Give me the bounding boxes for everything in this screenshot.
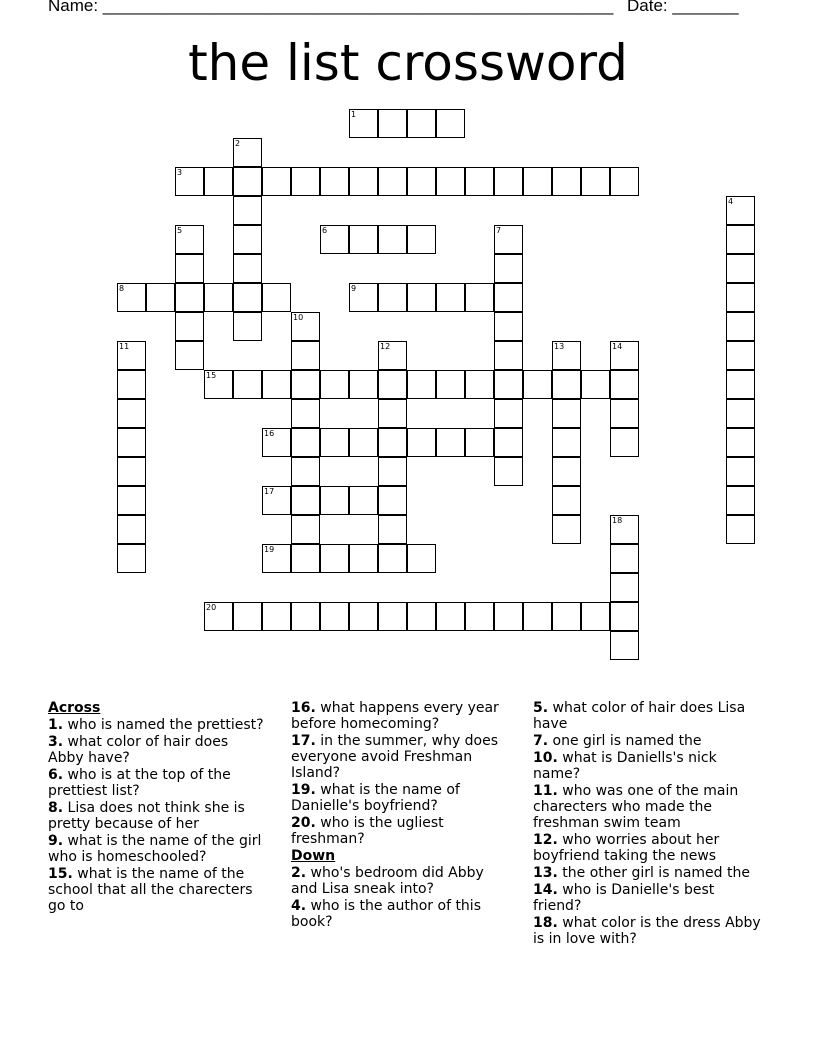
crossword-cell[interactable] [320,225,349,254]
crossword-cell[interactable] [291,602,320,631]
crossword-cell[interactable] [523,602,552,631]
clue-text: who is named the prettiest? [67,717,264,733]
crossword-cell[interactable] [117,399,146,428]
clue-number: 16 [264,429,275,438]
crossword-cell[interactable] [233,225,262,254]
clue-num: 3. [48,734,64,750]
crossword-cell[interactable] [117,515,146,544]
crossword-cell[interactable] [610,341,639,370]
crossword-cell[interactable] [494,399,523,428]
crossword-cell[interactable] [378,283,407,312]
crossword-cell[interactable] [726,283,755,312]
crossword-cell[interactable] [117,370,146,399]
clue-num: 10. [533,750,558,766]
crossword-cell[interactable] [117,457,146,486]
crossword-cell[interactable] [349,486,378,515]
clue-num: 1. [48,717,64,733]
crossword-cell[interactable] [175,283,204,312]
date-field-label: Date: _______ [627,0,739,15]
clue-text: who was one of the main charecters who made the freshman swim team [533,783,739,831]
crossword-cell[interactable] [262,370,291,399]
crossword-cell[interactable] [407,602,436,631]
crossword-cell[interactable] [494,254,523,283]
clue-number: 1 [351,110,357,119]
clue-number: 8 [119,284,125,293]
across-clue [48,734,268,766]
crossword-cell[interactable] [726,312,755,341]
crossword-cell[interactable] [494,428,523,457]
crossword-cell[interactable] [204,370,233,399]
crossword-cell[interactable] [494,341,523,370]
crossword-cell[interactable] [436,109,465,138]
clue-num: 6. [48,767,64,783]
crossword-cell[interactable] [726,341,755,370]
crossword-cell[interactable] [552,457,581,486]
crossword-cell[interactable] [378,515,407,544]
crossword-cell[interactable] [291,457,320,486]
across-clue [291,782,511,814]
across-clue [291,733,511,781]
crossword-cell[interactable] [494,602,523,631]
clue-number: 6 [322,226,328,235]
crossword-cell[interactable] [494,167,523,196]
crossword-cell[interactable] [552,515,581,544]
down-clue [533,750,763,782]
crossword-cell[interactable] [349,283,378,312]
crossword-cell[interactable] [436,283,465,312]
clue-text: who's bedroom did Abby and Lisa sneak into? [291,865,484,897]
crossword-cell[interactable] [407,544,436,573]
crossword-cell[interactable] [175,225,204,254]
clue-text: who is the author of this book? [291,898,481,930]
clue-number: 17 [264,487,275,496]
crossword-cell[interactable] [291,312,320,341]
crossword-cell[interactable] [494,225,523,254]
crossword-cell[interactable] [378,544,407,573]
clue-text: what color is the dress Abby is in love with? [533,915,761,947]
across-clue [291,700,511,732]
clue-column-1 [48,700,268,915]
clue-num: 5. [533,700,549,716]
crossword-cell[interactable] [233,312,262,341]
clue-number: 11 [119,342,130,351]
crossword-cell[interactable] [291,486,320,515]
across-clue [48,767,268,799]
crossword-cell[interactable] [581,167,610,196]
crossword-cell[interactable] [552,370,581,399]
crossword-cell[interactable] [262,428,291,457]
name-field-label: Name: ______________________________________________________ [48,0,614,15]
crossword-cell[interactable] [378,428,407,457]
clue-text: what color of hair does Abby have? [48,734,229,766]
clue-text: what color of hair does Lisa have [533,700,746,732]
clue-number: 18 [612,516,623,525]
crossword-cell[interactable] [494,283,523,312]
crossword-cell[interactable] [552,341,581,370]
crossword-cell[interactable] [117,341,146,370]
clue-column-2 [291,700,511,931]
crossword-cell[interactable] [610,515,639,544]
crossword-cell[interactable] [320,544,349,573]
crossword-cell[interactable] [378,486,407,515]
clue-text: who is Danielle's best friend? [533,882,715,914]
crossword-cell[interactable] [436,167,465,196]
crossword-cell[interactable] [291,428,320,457]
clue-text: the other girl is named the [562,865,750,881]
across-clue [48,800,268,832]
crossword-cell[interactable] [262,167,291,196]
crossword-cell[interactable] [552,428,581,457]
clue-text: in the summer, why does everyone avoid Freshman Island? [291,733,499,781]
clue-number: 10 [293,313,304,322]
crossword-cell[interactable] [349,602,378,631]
crossword-cell[interactable] [175,254,204,283]
crossword-cell[interactable] [117,283,146,312]
down-clue [533,733,763,749]
crossword-cell[interactable] [523,167,552,196]
crossword-cell[interactable] [465,370,494,399]
down-clue [533,882,763,914]
down-clue [291,865,511,897]
crossword-cell[interactable] [233,283,262,312]
crossword-cell[interactable] [726,486,755,515]
crossword-cell[interactable] [610,428,639,457]
crossword-cell[interactable] [117,428,146,457]
clue-text: who is the ugliest freshman? [291,815,444,847]
down-clue [533,832,763,864]
clue-number: 4 [728,197,734,206]
clue-number: 7 [496,226,502,235]
crossword-cell[interactable] [610,544,639,573]
crossword-cell[interactable] [552,399,581,428]
down-heading: Down [291,848,336,864]
crossword-cell[interactable] [494,370,523,399]
crossword-cell[interactable] [233,370,262,399]
crossword-cell[interactable] [291,544,320,573]
crossword-cell[interactable] [233,167,262,196]
clue-num: 17. [291,733,316,749]
crossword-cell[interactable] [552,486,581,515]
crossword-cell[interactable] [320,428,349,457]
crossword-cell[interactable] [233,254,262,283]
crossword-cell[interactable] [349,109,378,138]
crossword-cell[interactable] [494,312,523,341]
clue-num: 9. [48,833,64,849]
crossword-cell[interactable] [378,341,407,370]
clue-num: 13. [533,865,558,881]
clue-number: 15 [206,371,217,380]
clue-num: 18. [533,915,558,931]
crossword-cell[interactable] [291,515,320,544]
crossword-cell[interactable] [610,573,639,602]
clue-num: 2. [291,865,307,881]
crossword-cell[interactable] [465,602,494,631]
clue-num: 4. [291,898,307,914]
clue-num: 7. [533,733,549,749]
clue-text: who worries about her boyfriend taking the news [533,832,720,864]
clue-number: 20 [206,603,217,612]
clue-text: Lisa does not think she is pretty because of her [48,800,245,832]
clue-num: 19. [291,782,316,798]
clue-text: what happens every year before homecoming? [291,700,499,732]
clue-number: 12 [380,342,391,351]
clue-text: what is Daniells's nick name? [533,750,717,782]
crossword-cell[interactable] [320,167,349,196]
clue-num: 15. [48,866,73,882]
clue-num: 11. [533,783,558,799]
crossword-cell[interactable] [436,428,465,457]
clue-num: 8. [48,800,64,816]
across-clue [48,866,268,914]
clue-text: what is the name of Danielle's boyfriend? [291,782,460,814]
crossword-cell[interactable] [262,544,291,573]
crossword-cell[interactable] [726,515,755,544]
crossword-cell[interactable] [204,167,233,196]
crossword-cell[interactable] [726,370,755,399]
crossword-cell[interactable] [262,486,291,515]
crossword-cell[interactable] [378,167,407,196]
crossword-cell[interactable] [726,457,755,486]
crossword-cell[interactable] [146,283,175,312]
crossword-cell[interactable] [291,167,320,196]
crossword-cell[interactable] [610,370,639,399]
crossword-cell[interactable] [233,196,262,225]
crossword-cell[interactable] [117,486,146,515]
crossword-cell[interactable] [552,602,581,631]
clue-num: 20. [291,815,316,831]
crossword-cell[interactable] [407,428,436,457]
clue-num: 14. [533,882,558,898]
crossword-cell[interactable] [407,109,436,138]
crossword-cell[interactable] [523,370,552,399]
page-title: the list crossword [188,34,628,92]
crossword-cell[interactable] [610,602,639,631]
crossword-cell[interactable] [349,225,378,254]
clue-number: 3 [177,168,183,177]
crossword-cell[interactable] [610,167,639,196]
crossword-cell[interactable] [494,457,523,486]
crossword-cell[interactable] [175,312,204,341]
clue-text: what is the name of the girl who is homeschooled? [48,833,262,865]
crossword-cell[interactable] [726,225,755,254]
crossword-cell[interactable] [117,544,146,573]
clue-number: 2 [235,139,241,148]
crossword-cell[interactable] [349,428,378,457]
crossword-cell[interactable] [407,283,436,312]
crossword-cell[interactable] [349,167,378,196]
crossword-cell[interactable] [726,196,755,225]
crossword-cell[interactable] [349,544,378,573]
clue-number: 5 [177,226,183,235]
clue-number: 9 [351,284,357,293]
crossword-cell[interactable] [291,341,320,370]
crossword-cell[interactable] [262,602,291,631]
crossword-cell[interactable] [320,486,349,515]
down-clue [291,898,511,930]
crossword-cell[interactable] [726,399,755,428]
clue-column-3 [533,700,763,948]
down-clue [533,915,763,947]
across-clue [48,717,268,733]
crossword-cell[interactable] [407,370,436,399]
crossword-cell[interactable] [378,109,407,138]
clue-number: 14 [612,342,623,351]
clue-text: one girl is named the [552,733,702,749]
crossword-cell[interactable] [436,370,465,399]
crossword-cell[interactable] [726,428,755,457]
crossword-cell[interactable] [407,167,436,196]
crossword-cell[interactable] [175,167,204,196]
crossword-cell[interactable] [610,631,639,660]
clue-text: who is at the top of the prettiest list? [48,767,231,799]
crossword-cell[interactable] [320,370,349,399]
crossword-cell[interactable] [610,399,639,428]
crossword-cell[interactable] [465,428,494,457]
crossword-cell[interactable] [581,602,610,631]
across-clue [48,833,268,865]
clue-number: 19 [264,545,275,554]
down-clue [533,865,763,881]
crossword-cell[interactable] [378,399,407,428]
crossword-cell[interactable] [378,370,407,399]
crossword-cell[interactable] [233,138,262,167]
crossword-cell[interactable] [378,457,407,486]
crossword-cell[interactable] [726,254,755,283]
crossword-cell[interactable] [204,602,233,631]
crossword-cell[interactable] [291,370,320,399]
crossword-cell[interactable] [262,283,291,312]
clue-number: 13 [554,342,565,351]
clue-num: 16. [291,700,316,716]
crossword-cell[interactable] [349,370,378,399]
crossword-cell[interactable] [378,225,407,254]
crossword-cell[interactable] [465,283,494,312]
crossword-cell[interactable] [465,167,494,196]
crossword-cell[interactable] [436,602,465,631]
across-heading: Across [48,700,101,716]
crossword-cell[interactable] [175,341,204,370]
clue-num: 12. [533,832,558,848]
crossword-cell[interactable] [552,167,581,196]
down-clue [533,783,763,831]
crossword-cell[interactable] [291,399,320,428]
across-clue [291,815,511,847]
crossword-cell[interactable] [320,602,349,631]
clue-text: what is the name of the school that all the charecters go to [48,866,253,914]
crossword-cell[interactable] [581,370,610,399]
crossword-cell[interactable] [233,602,262,631]
crossword-cell[interactable] [378,602,407,631]
crossword-cell[interactable] [204,283,233,312]
down-clue [533,700,763,732]
crossword-cell[interactable] [407,225,436,254]
